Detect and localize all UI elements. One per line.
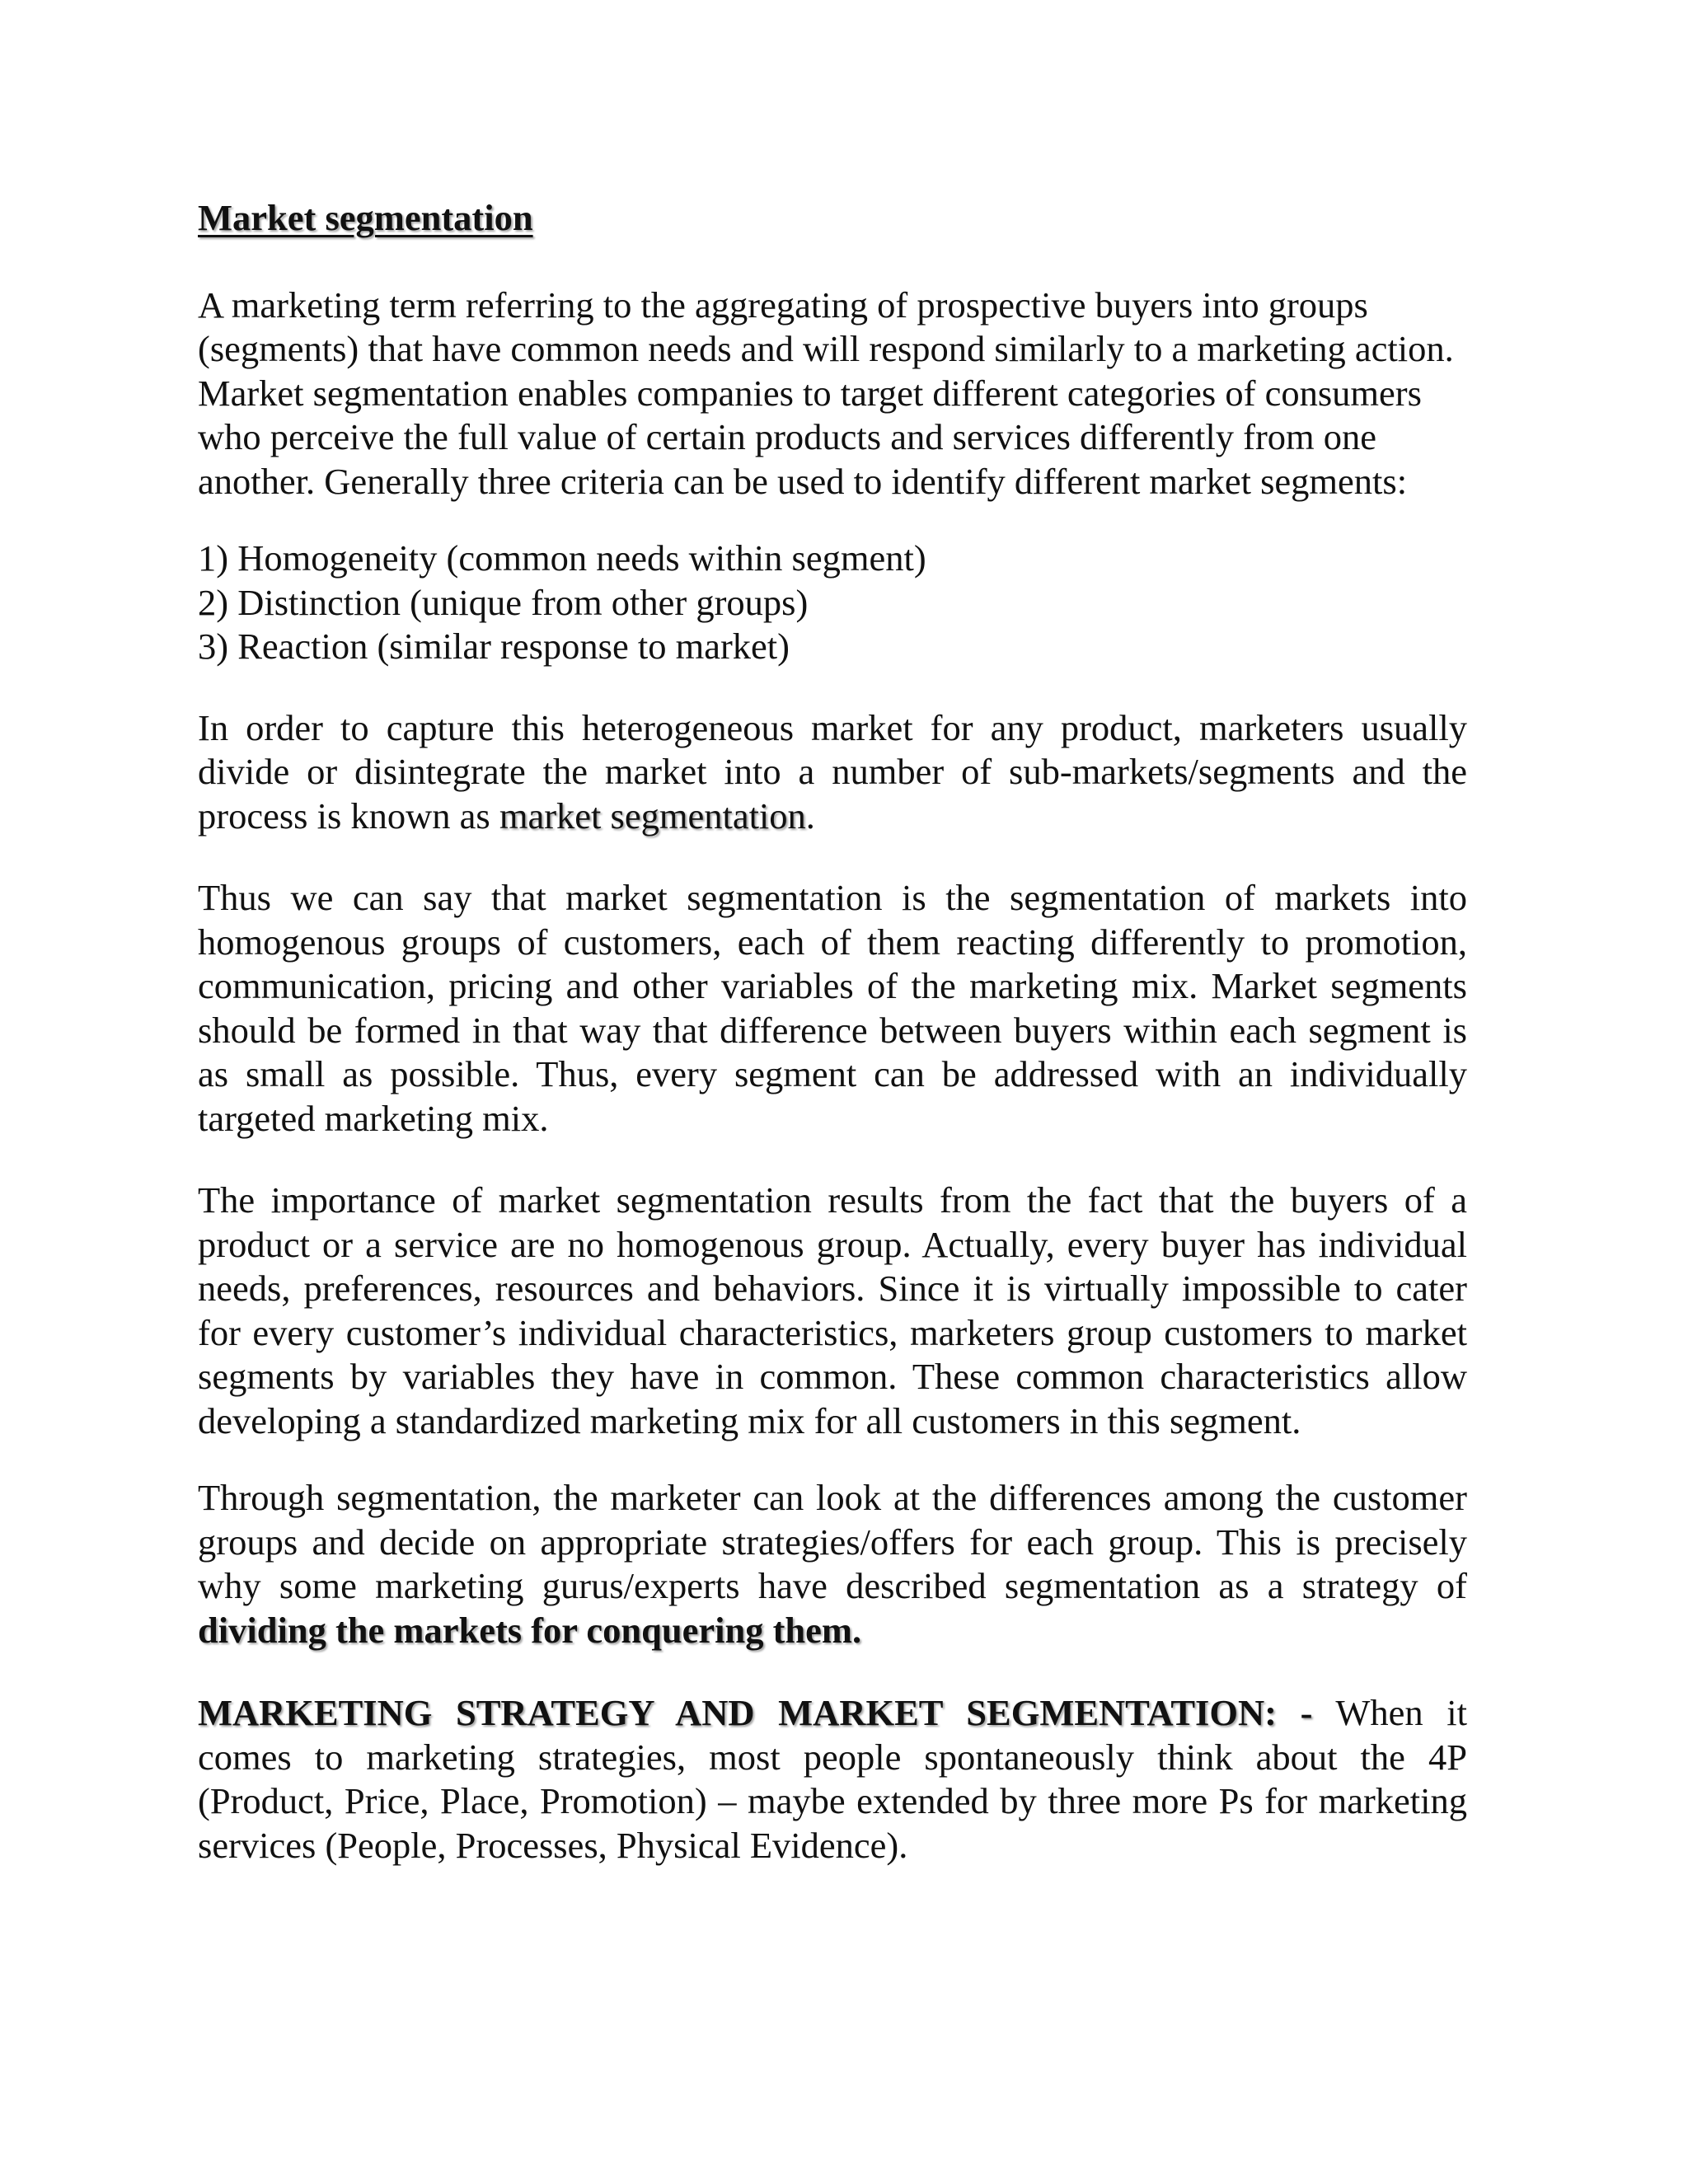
criteria-item: 2) Distinction (unique from other groups) (198, 581, 809, 623)
bold-phrase: dividing the markets for conquering them. (198, 1609, 862, 1651)
thus-paragraph: Thus we can say that market segmentation is the segmentation of markets into homogenous groups of customers, each of them reacting differently to promotion, communication, pricing and other variables of the marketing mix. Market segments should be formed in that way that difference between buyers within each segment is as small as possible. Thus, every segment can be addressed with an individually targeted marketing mix. (198, 877, 1467, 1139)
criteria-item: 1) Homogeneity (common needs within segment) (198, 537, 926, 579)
capture-text: In order to capture this heterogeneous market for any product, marketers usually divide or disintegrate the market into a number of sub-markets/segments and the process is known as (198, 706, 1467, 837)
criteria-item: 3) Reaction (similar response to market) (198, 626, 790, 667)
importance-paragraph: The importance of market segmentation results from the fact that the buyers of a product or a service are no homogenous group. Actually, every buyer has individual needs, preferences, resources and behaviors. Since it is virtually impossible to cater for every customer’s individual characteristics, marketers group customers to market segments by variables they have in common. These common characteristics allow developing a standardized marketing mix for all customers in this segment. (198, 1179, 1467, 1441)
criteria-list (198, 537, 1467, 669)
highlighted-term: market segmentation (499, 794, 806, 837)
strategy-paragraph (198, 1691, 1467, 1868)
strategy-heading: MARKETING STRATEGY AND MARKET SEGMENTATION: - (198, 1692, 1313, 1733)
through-text: Through segmentation, the marketer can look at the differences among the customer groups and decide on appropriate strategies/offers for each group. This is precisely why some marketing gurus/experts have described segmentation as a strategy of (198, 1477, 1467, 1606)
capture-paragraph (198, 706, 1467, 839)
document-body (198, 196, 1467, 1905)
capture-period: . (805, 794, 815, 837)
intro-paragraph: A marketing term referring to the aggregating of prospective buyers into groups (segments) that have common needs and will respond similarly to a marketing action. Market segmentation enables companies to target different categories of consumers who perceive the full value of certain products and services differently from one another. Generally three criteria can be used to identify different market segments: (198, 284, 1454, 502)
page-title: Market segmentation (198, 197, 533, 238)
through-paragraph (198, 1476, 1467, 1652)
strategy-text: When it comes to marketing strategies, most people spontaneously think about the 4P (Product, Price, Place, Promotion) – maybe extended by three more Ps for marketing services (People, Processes, Physical Evidence). (198, 1692, 1467, 1866)
